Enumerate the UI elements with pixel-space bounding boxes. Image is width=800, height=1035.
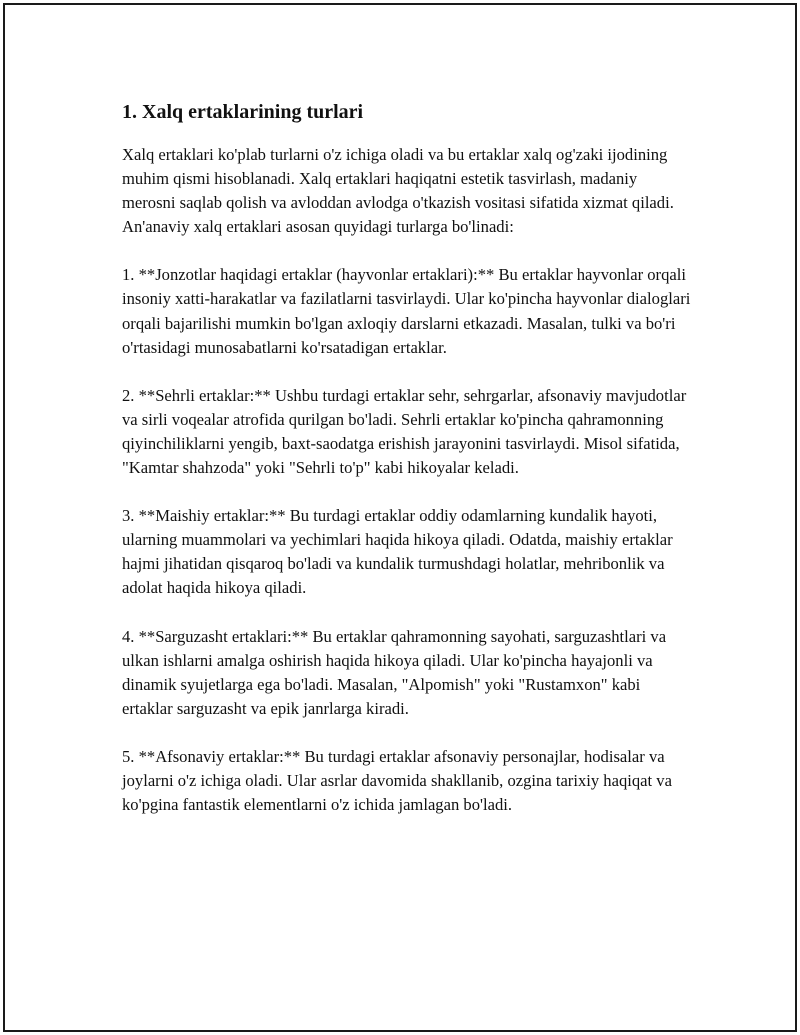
list-item-legendary-tales: 5. **Afsonaviy ertaklar:** Bu turdagi ertaklar afsonaviy personajlar, hodisalar va joylarni o'z ichiga oladi. Ular asrlar davomida shakllanib, ozgina tarixiy haqiqat va ko'pgina fantastik elementlarni o'z ichida jamlagan bo'ladi. (122, 746, 672, 815)
intro-paragraph: Xalq ertaklari ko'plab turlarni o'z ichiga oladi va bu ertaklar xalq og'zaki ijodining muhim qismi hisoblanadi. Xalq ertaklari haqiqatni estetik tasvirlash, madaniy merosni saqlab qolish va avloddan avlodga o'tkazish vositasi sifatida xizmat qiladi. An'anaviy xalq ertaklari asosan quyidagi turlarga bo'linadi: (122, 145, 674, 237)
list-item-animal-tales: 1. **Jonzotlar haqidagi ertaklar (hayvonlar ertaklari):** Bu ertaklar hayvonlar orqali insoniy xatti-harakatlar va fazilatlarni tasvirlaydi. Ular ko'pincha hayvonlar dialoglari orqali bajarilishi mumkin bo'lgan axloqiy darslarni etkazadi. Masalan, tulki va bo'ri o'rtasidagi munosabatlarni ko'rsatadigan ertaklar. (122, 265, 691, 357)
list-item-adventure-tales: 4. **Sarguzasht ertaklari:** Bu ertaklar qahramonning sayohati, sarguzashtlari va ulkan ishlarni amalga oshirish haqida hikoya qiladi. Ular ko'pincha hayajonli va dinamik syujetlarga ega bo'ladi. Masalan, "Alpomish" yoki "Rustamxon" kabi ertaklar sarguzasht va epik janrlarga kiradi. (122, 626, 667, 718)
document-body (122, 97, 692, 841)
list-item-magic-tales: 2. **Sehrli ertaklar:** Ushbu turdagi ertaklar sehr, sehrgarlar, afsonaviy mavjudotlar va sirli voqealar atrofida qurilgan bo'ladi. Sehrli ertaklar ko'pincha qahramonning qiyinchiliklarni yengib, baxt-saodatga erishish jarayonini tasvirlaydi. Misol sifatida, "Kamtar shahzoda" yoki "Sehrli to'p" kabi hikoyalar keladi. (122, 385, 687, 478)
list-item-household-tales: 3. **Maishiy ertaklar:** Bu turdagi ertaklar oddiy odamlarning kundalik hayoti, ularning muammolari va yechimlari haqida hikoya qiladi. Odatda, maishiy ertaklar hajmi jihatidan qisqaroq bo'ladi va kundalik turmushdagi holatlar, mehribonlik va adolat haqida hikoya qiladi. (122, 506, 673, 598)
page-title: 1. Xalq ertaklarining turlari (122, 101, 364, 123)
document-page (3, 3, 797, 1032)
